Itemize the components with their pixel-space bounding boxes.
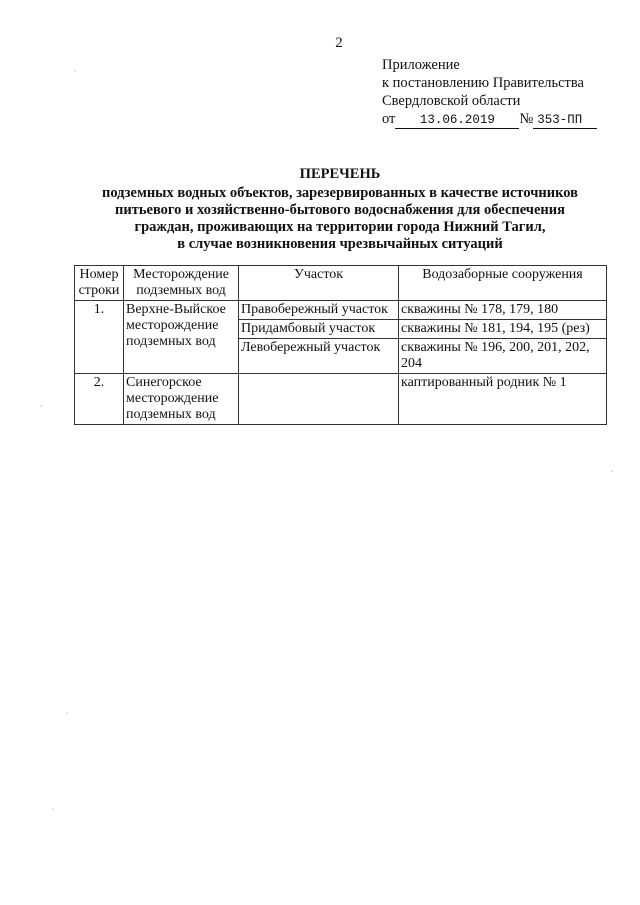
row-deposit: Верхне-Выйское месторождение подземных вод <box>124 301 239 374</box>
page-number: 2 <box>335 35 343 51</box>
scan-speck <box>40 405 42 407</box>
header-deposit: Месторождение подземных вод <box>124 266 239 301</box>
appendix-line-3: Свердловской области <box>382 93 521 109</box>
appendix-line-2: к постановлению Правительства <box>382 75 584 91</box>
header-intake: Водозаборные сооружения <box>399 266 607 301</box>
appendix-block <box>382 56 597 129</box>
title-line-2: питьевого и хозяйственно-бытового водоснабжения для обеспечения <box>115 202 565 218</box>
title-heading: ПЕРЕЧЕНЬ <box>299 166 381 182</box>
scan-speck <box>66 712 68 714</box>
table-header-row <box>75 266 607 301</box>
from-label: от <box>382 111 396 127</box>
resolution-number: 353-ПП <box>533 113 597 129</box>
title-line-1: подземных водных объектов, зарезервированных в качестве источников <box>101 185 578 201</box>
row-site <box>239 374 399 425</box>
number-label: № <box>519 111 534 127</box>
scan-speck <box>52 808 54 810</box>
row-deposit: Синегорское месторождение подземных вод <box>124 374 239 425</box>
row-site: Левобережный участок <box>239 339 399 374</box>
scan-speck <box>74 70 76 72</box>
table-row <box>75 374 607 425</box>
header-number: Номер строки <box>75 266 124 301</box>
document-title <box>60 166 620 253</box>
scan-speck <box>611 470 613 472</box>
water-objects-table <box>74 265 607 425</box>
row-intake: скважины № 178, 179, 180 <box>399 301 607 320</box>
title-line-4: в случае возникновения чрезвычайных ситуаций <box>177 236 503 252</box>
title-line-3: граждан, проживающих на территории города Нижний Тагил, <box>134 219 546 235</box>
appendix-date-row <box>382 110 597 129</box>
row-number: 1. <box>75 301 124 374</box>
row-intake: каптированный родник № 1 <box>399 374 607 425</box>
table-row <box>75 301 607 320</box>
appendix-line-1: Приложение <box>382 57 460 73</box>
header-site: Участок <box>239 266 399 301</box>
row-intake: скважины № 196, 200, 201, 202, 204 <box>399 339 607 374</box>
row-site: Правобережный участок <box>239 301 399 320</box>
row-number: 2. <box>75 374 124 425</box>
resolution-date: 13.06.2019 <box>395 113 519 129</box>
row-intake: скважины № 181, 194, 195 (рез) <box>399 320 607 339</box>
row-site: Придамбовый участок <box>239 320 399 339</box>
